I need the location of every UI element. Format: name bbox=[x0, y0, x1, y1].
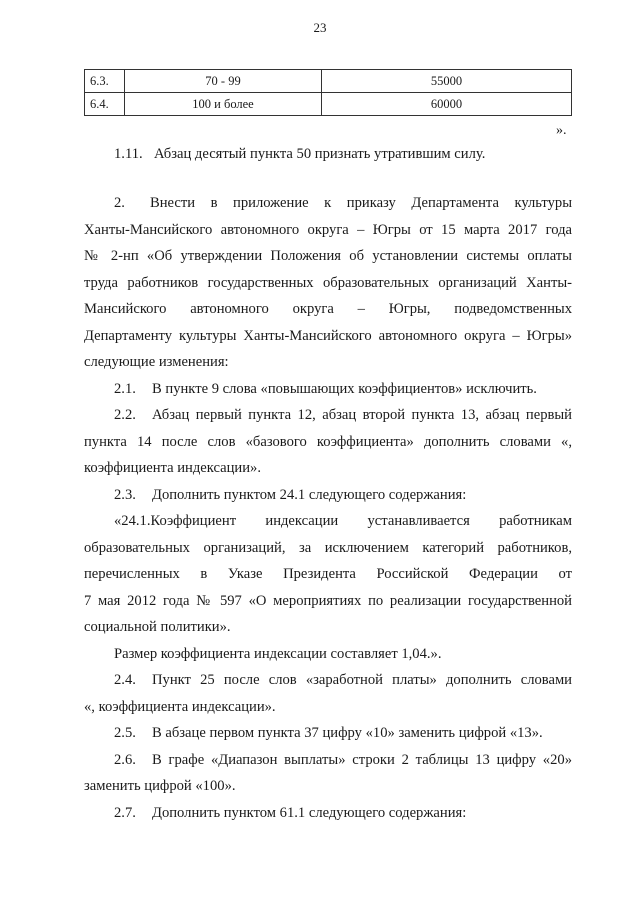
table-row bbox=[85, 93, 572, 116]
table-cell-range: 70 - 99 bbox=[125, 70, 322, 93]
paragraph-number: 2. bbox=[114, 195, 125, 211]
paragraph-text: 7 мая 2012 года № 597 «О мероприятиях по реализации государственной bbox=[84, 592, 572, 609]
paragraph-1-11 bbox=[114, 141, 572, 168]
paragraph-line bbox=[84, 190, 572, 217]
paragraph-number: 2.6. bbox=[114, 751, 136, 768]
table-cell-num: 6.3. bbox=[85, 70, 125, 93]
paragraph-line bbox=[114, 141, 572, 168]
paragraph-2-6 bbox=[84, 747, 572, 774]
paragraph-number: 2.5. bbox=[114, 725, 136, 741]
table-row bbox=[85, 70, 572, 93]
paragraph-text: «, коэффициента индексации». bbox=[84, 698, 276, 715]
paragraph-text: Дополнить пунктом 61.1 следующего содержания: bbox=[152, 804, 467, 821]
paragraph-text: Абзац первый пункта 12, абзац второй пункта 13, абзац первый bbox=[152, 407, 572, 423]
paragraph-text: В абзаце первом пункта 37 цифру «10» заменить цифрой «13». bbox=[152, 725, 543, 741]
paragraph-number: 2.1. bbox=[114, 380, 136, 397]
paragraph-text: социальной политики». bbox=[84, 619, 231, 635]
table-cell-range: 100 и более bbox=[125, 93, 322, 116]
paragraph-2-7 bbox=[84, 800, 572, 827]
paragraph-2-2 bbox=[84, 402, 572, 429]
paragraph-2-5 bbox=[84, 720, 572, 747]
paragraph-text: образовательных организаций, за исключением категорий работников, bbox=[84, 539, 572, 556]
paragraph-text: № 2-нп «Об утверждении Положения об установлении системы оплаты bbox=[84, 248, 572, 264]
paragraph-text: Мансийского автономного округа – Югры, подведомственных bbox=[84, 301, 572, 317]
paragraph-text: Дополнить пунктом 24.1 следующего содержания: bbox=[152, 486, 467, 503]
table-cell-amount: 55000 bbox=[322, 70, 572, 93]
paragraph-number: 2.4. bbox=[114, 672, 136, 688]
paragraph-2-3 bbox=[84, 482, 572, 509]
paragraph-text: Ханты-Мансийского автономного округа – Югры от 15 марта 2017 года bbox=[84, 221, 572, 238]
page-number: 23 bbox=[313, 20, 327, 35]
paragraph-text: следующие изменения: bbox=[84, 354, 229, 370]
paragraph-2-4 bbox=[84, 667, 572, 694]
paragraph-number: 1.11. bbox=[114, 146, 143, 162]
paragraph-text: В графе «Диапазон выплаты» строки 2 таблицы 13 цифру «20» bbox=[152, 751, 572, 768]
paragraph-text: Абзац десятый пункта 50 признать утратившим силу. bbox=[154, 146, 486, 162]
closing-quote: ». bbox=[556, 123, 567, 138]
paragraph-text: труда работников государственных образовательных организаций Ханты- bbox=[84, 274, 572, 291]
table-cell-amount: 60000 bbox=[322, 93, 572, 116]
paragraph-2-1 bbox=[84, 376, 572, 403]
paragraph-text: заменить цифрой «100». bbox=[84, 778, 236, 794]
paragraph-number: 2.2. bbox=[114, 407, 136, 423]
paragraph-text: В пункте 9 слова «повышающих коэффициентов» исключить. bbox=[152, 380, 537, 397]
paragraph-24-1: «24.1.Коэффициент индексации устанавливается работникам bbox=[114, 513, 572, 529]
paragraph-text: Внести в приложение к приказу Департамента культуры bbox=[150, 195, 572, 211]
table-cell-num: 6.4. bbox=[85, 93, 125, 116]
paragraph-number: 2.7. bbox=[114, 804, 136, 821]
paragraph-number: 2.3. bbox=[114, 486, 136, 503]
paragraph-coefficient-size: Размер коэффициента индексации составляет 1,04.». bbox=[114, 645, 442, 662]
paragraph-text: перечисленных в Указе Президента Российской Федерации от bbox=[84, 566, 572, 582]
payment-table bbox=[84, 69, 572, 116]
paragraph-text: Пункт 25 после слов «заработной платы» дополнить словами bbox=[152, 672, 572, 688]
paragraph-text: Департаменту культуры Ханты-Мансийского автономного округа – Югры» bbox=[84, 327, 572, 344]
paragraph-2 bbox=[84, 190, 572, 826]
paragraph-text: коэффициента индексации». bbox=[84, 460, 261, 476]
paragraph-text: пункта 14 после слов «базового коэффициента» дополнить словами «, bbox=[84, 433, 572, 450]
